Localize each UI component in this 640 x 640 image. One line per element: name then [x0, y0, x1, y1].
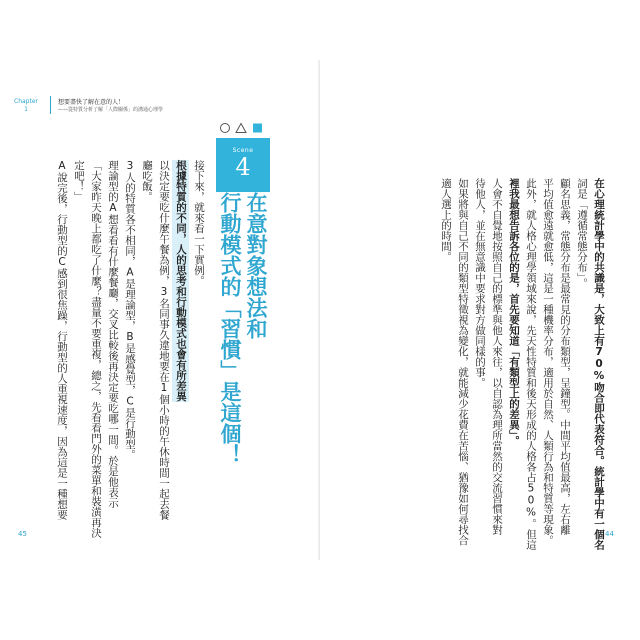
right-line-4: 平均值愈遠就愈低，這是一種機率分布，適用於自然、人類行為和特質等現象。 — [542, 178, 554, 546]
right-line-3: 顧名思義，常態分布是最常見的分布類型，呈鐘型。中間平均值最高，左右離 — [559, 178, 571, 535]
shape-icons — [219, 122, 269, 134]
right-page — [320, 0, 640, 640]
right-line-1: 在心理統計學中的共識是，大致上有70%吻合即代表符合。統計學中有一個名 — [593, 178, 605, 550]
scene-badge — [216, 138, 270, 192]
page-number-left: 45 — [18, 530, 27, 538]
right-line-5: 此外，就人格心理學領域來說，先天性特質和後天形成的人格各占50%。但這 — [525, 178, 537, 550]
body-line-9: A說完後，行動型的C感到很焦躁，行動型的人重視速度，因為這是一種想要 — [56, 160, 68, 520]
right-line-10: 適人選上的時間。 — [440, 178, 452, 262]
chapter-marker — [14, 98, 38, 114]
body-line-4: 廳吃飯。 — [141, 160, 153, 202]
scene-number: 4 — [235, 153, 251, 181]
right-line-6: 裡我最想告訴各位的是，首先要知道「有類型上的差異」。 — [508, 178, 520, 446]
body-line-5: 3人的特質各不相同，A是理論型，B是感覺型，C是行動型。 — [124, 160, 136, 460]
page-number-right: 44 — [605, 530, 614, 538]
body-line-8: 定吧！」 — [73, 160, 85, 202]
header-divider — [50, 96, 51, 114]
body-line-7: 「大家昨天晚上都吃了什麼？盡量不要重複，總之，先看看門外的菜單和裝潢再決 — [90, 160, 102, 538]
right-line-9: 如果將與自己不同的類型特徵視為變化，就能減少花費在苦惱、猶豫如何尋找合 — [457, 178, 469, 546]
body-line-2: 根據特質的不同，人的思考和行動模式也會有所差異 — [172, 160, 189, 402]
scene-label: Scene — [232, 147, 254, 154]
section-title-line-1: 在意對象想法和 — [244, 192, 268, 339]
square-icon — [253, 124, 262, 133]
body-line-1: 接下來，就來看一下實例。 — [193, 160, 205, 286]
chapter-number: 1 — [24, 106, 28, 113]
chapter-label: Chapter — [14, 98, 38, 105]
body-line-3: 以決定要吃什麼午餐為例，3名同事久違地要在1個小時的午休時間一起去餐 — [158, 160, 170, 520]
right-line-7: 人會不自覺地按照自己的標準與他人來往，以自認為理所當然的交流習慣來對 — [491, 178, 503, 535]
chapter-subtitle: ——從特質分析了解「人際關係」的溝通心理學 — [58, 107, 164, 113]
triangle-icon — [236, 124, 246, 133]
section-title-line-2: 行動模式的「習慣」是這個！ — [218, 192, 242, 465]
circle-icon — [221, 124, 230, 133]
right-line-8: 待他人，並在無意識中要求對方做同樣的事。 — [474, 178, 486, 388]
body-line-6: 理論型的A想看看有什麼餐廳，交叉比較後再決定要吃哪一間。於是他表示 — [107, 160, 119, 508]
chapter-title: 想要盡快了解在意的人！ — [58, 99, 125, 106]
right-line-2: 詞是「遵循常態分布」。 — [576, 178, 588, 289]
